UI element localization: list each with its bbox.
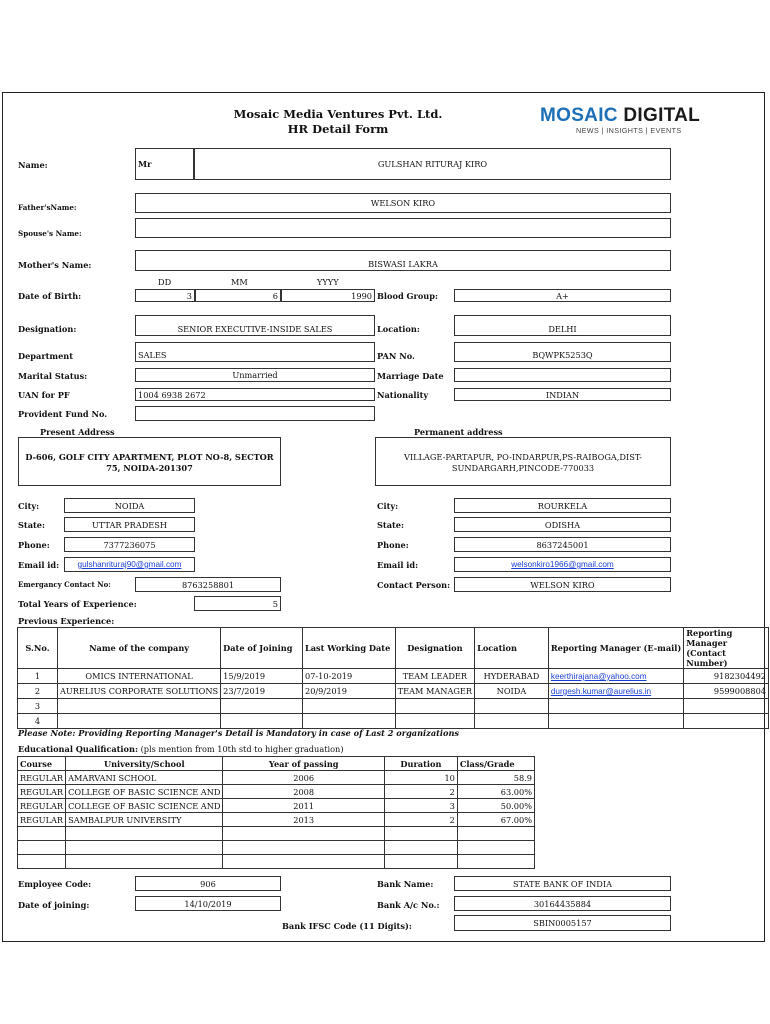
- education-cell[interactable]: [384, 841, 457, 855]
- present-phone-label: Phone:: [18, 540, 50, 550]
- experience-cell[interactable]: 9182304492: [684, 669, 769, 684]
- experience-cell[interactable]: [684, 714, 769, 729]
- education-heading-note: (pls mention from 10th std to higher graduation): [137, 744, 344, 754]
- experience-cell[interactable]: [548, 714, 683, 729]
- present-address-field[interactable]: D-606, GOLF CITY APARTMENT, PLOT NO-8, SECTOR 75, NOIDA-201307: [18, 437, 281, 486]
- exp-header-cell: Last Working Date: [302, 628, 395, 669]
- present-state-field[interactable]: UTTAR PRADESH: [64, 517, 195, 532]
- experience-cell[interactable]: 07-10-2019: [302, 669, 395, 684]
- exp-header-cell: Designation: [395, 628, 474, 669]
- education-row: [18, 827, 535, 841]
- education-cell[interactable]: 2: [384, 813, 457, 827]
- experience-row: [18, 669, 769, 684]
- marital-status-label: Marital Status:: [18, 371, 88, 381]
- present-state-label: State:: [18, 520, 46, 530]
- experience-cell[interactable]: 4: [18, 714, 58, 729]
- education-cell[interactable]: [223, 855, 385, 869]
- education-cell[interactable]: 63.00%: [457, 785, 534, 799]
- present-city-label: City:: [18, 501, 40, 511]
- education-cell[interactable]: [18, 855, 66, 869]
- present-email-field[interactable]: [64, 557, 195, 572]
- perm-email-label: Email id:: [377, 560, 419, 570]
- experience-row: [18, 714, 769, 729]
- perm-city-field[interactable]: ROURKELA: [454, 498, 671, 513]
- education-cell[interactable]: COLLEGE OF BASIC SCIENCE AND: [66, 785, 223, 799]
- education-cell[interactable]: [223, 841, 385, 855]
- experience-table: [17, 627, 769, 729]
- company-name: Mosaic Media Ventures Pvt. Ltd.: [233, 107, 443, 121]
- ifsc-field[interactable]: SBIN0005157: [454, 915, 671, 931]
- spouse-name-field[interactable]: [135, 218, 671, 238]
- perm-phone-field[interactable]: 8637245001: [454, 537, 671, 552]
- experience-cell[interactable]: [548, 699, 683, 714]
- exp-header-cell: Reporting Manager (E-mail): [548, 628, 683, 669]
- emergency-contact-field[interactable]: 8763258801: [135, 577, 281, 592]
- education-cell[interactable]: SAMBALPUR UNIVERSITY: [66, 813, 223, 827]
- employee-code-field[interactable]: 906: [135, 876, 281, 891]
- previous-experience-label: Previous Experience:: [18, 616, 115, 626]
- exp-header-cell: Name of the company: [57, 628, 220, 669]
- education-cell[interactable]: [66, 827, 223, 841]
- education-row: [18, 813, 535, 827]
- blood-group-field[interactable]: A+: [454, 289, 671, 302]
- pan-label: PAN No.: [377, 351, 415, 361]
- experience-row: [18, 684, 769, 699]
- experience-cell[interactable]: 23/7/2019: [221, 684, 303, 699]
- marriage-date-field[interactable]: [454, 368, 671, 382]
- education-cell[interactable]: REGULAR: [18, 785, 66, 799]
- education-heading: [18, 744, 344, 754]
- perm-state-label: State:: [377, 520, 405, 530]
- experience-cell[interactable]: [475, 699, 549, 714]
- contact-person-label: Contact Person:: [377, 580, 451, 590]
- bank-account-label: Bank A/c No.:: [377, 900, 440, 910]
- education-cell[interactable]: [457, 827, 534, 841]
- ifsc-label: Bank IFSC Code (11 Digits):: [282, 921, 412, 931]
- education-cell[interactable]: 2: [384, 785, 457, 799]
- pf-label: Provident Fund No.: [18, 409, 108, 419]
- company-logo: [540, 106, 700, 135]
- education-cell[interactable]: REGULAR: [18, 799, 66, 813]
- dob-year-field[interactable]: 1990: [281, 289, 375, 302]
- education-cell[interactable]: 10: [384, 771, 457, 785]
- education-cell[interactable]: 2013: [223, 813, 385, 827]
- education-cell[interactable]: 2006: [223, 771, 385, 785]
- education-cell[interactable]: [18, 841, 66, 855]
- location-label: Location:: [377, 324, 420, 334]
- education-cell[interactable]: [223, 827, 385, 841]
- form-title: HR Detail Form: [287, 122, 389, 136]
- doj-label: Date of joining:: [18, 900, 90, 910]
- nationality-label: Nationality: [377, 390, 429, 400]
- education-cell[interactable]: 2008: [223, 785, 385, 799]
- edu-header-cell: Duration: [384, 757, 457, 771]
- department-label: Department: [18, 351, 74, 361]
- bank-name-label: Bank Name:: [377, 879, 434, 889]
- experience-cell[interactable]: 3: [18, 699, 58, 714]
- education-table: [17, 756, 535, 869]
- marriage-date-label: Marriage Date: [377, 371, 444, 381]
- education-cell[interactable]: [66, 855, 223, 869]
- education-cell[interactable]: COLLEGE OF BASIC SCIENCE AND: [66, 799, 223, 813]
- marital-status-field[interactable]: Unmarried: [135, 368, 375, 382]
- edu-header-cell: Year of passing: [223, 757, 385, 771]
- experience-cell[interactable]: [302, 714, 395, 729]
- education-cell[interactable]: [384, 855, 457, 869]
- experience-cell[interactable]: TEAM MANAGER: [395, 684, 474, 699]
- bank-account-field[interactable]: 30164435884: [454, 896, 671, 911]
- dd-label: DD: [158, 277, 172, 287]
- education-cell[interactable]: 3: [384, 799, 457, 813]
- mother-label: Mother's Name:: [18, 260, 92, 270]
- experience-cell[interactable]: [57, 699, 220, 714]
- education-cell[interactable]: REGULAR: [18, 771, 66, 785]
- perm-city-label: City:: [377, 501, 399, 511]
- education-cell[interactable]: 50.00%: [457, 799, 534, 813]
- education-row: [18, 785, 535, 799]
- edu-header-cell: Course: [18, 757, 66, 771]
- permanent-address-field[interactable]: VILLAGE-PARTAPUR, PO-INDARPUR,PS-RAIBOGA,DIST-SUNDARGARH,PINCODE-770033: [375, 437, 671, 486]
- education-cell[interactable]: [384, 827, 457, 841]
- nationality-field[interactable]: INDIAN: [454, 388, 671, 401]
- education-cell[interactable]: AMARVANI SCHOOL: [66, 771, 223, 785]
- salutation-field[interactable]: Mr: [135, 148, 194, 180]
- uan-field[interactable]: 1004 6938 2672: [135, 388, 375, 401]
- exp-header-cell: Date of Joining: [221, 628, 303, 669]
- manager-note: Please Note: Providing Reporting Manager's Detail is Mandatory in case of Last 2 organizations: [18, 728, 460, 738]
- total-experience-label: Total Years of Experience:: [18, 599, 137, 609]
- experience-cell[interactable]: 9599008804: [684, 684, 769, 699]
- experience-cell[interactable]: OMICS INTERNATIONAL: [57, 669, 220, 684]
- manager-email-link[interactable]: durgesh.kumar@aurelius.in: [550, 687, 652, 696]
- uan-label: UAN for PF: [18, 390, 70, 400]
- perm-phone-label: Phone:: [377, 540, 409, 550]
- doj-field[interactable]: 14/10/2019: [135, 896, 281, 911]
- present-email-link[interactable]: gulshanrituraj90@gmail.com: [77, 560, 182, 569]
- education-cell[interactable]: 58.9: [457, 771, 534, 785]
- experience-cell[interactable]: 2: [18, 684, 58, 699]
- education-row: [18, 771, 535, 785]
- edu-header-cell: Class/Grade: [457, 757, 534, 771]
- designation-label: Designation:: [18, 324, 77, 334]
- education-cell[interactable]: [457, 841, 534, 855]
- perm-state-field[interactable]: ODISHA: [454, 517, 671, 532]
- perm-email-link[interactable]: welsonkiro1966@gmail.com: [511, 560, 614, 569]
- dob-label: Date of Birth:: [18, 291, 82, 301]
- dob-day-field[interactable]: 3: [135, 289, 195, 302]
- education-cell[interactable]: [457, 855, 534, 869]
- father-label: Father'sName:: [18, 203, 77, 212]
- emergency-contact-label: Emergancy Contact No:: [18, 580, 111, 589]
- logo-tagline: NEWS | INSIGHTS | EVENTS: [576, 126, 682, 135]
- education-heading-label: Educational Qualification:: [18, 744, 138, 754]
- education-row: [18, 841, 535, 855]
- education-cell[interactable]: [18, 827, 66, 841]
- father-name-field[interactable]: WELSON KIRO: [135, 193, 671, 213]
- blood-group-label: Blood Group:: [377, 291, 438, 301]
- experience-cell[interactable]: HYDERABAD: [475, 669, 549, 684]
- pf-field[interactable]: [135, 406, 375, 421]
- permanent-address-heading: Permanent address: [414, 427, 503, 437]
- experience-cell[interactable]: 1: [18, 669, 58, 684]
- present-address-heading: Present Address: [40, 427, 115, 437]
- edu-header-cell: University/School: [66, 757, 223, 771]
- contact-person-field[interactable]: WELSON KIRO: [454, 577, 671, 592]
- exp-header-cell: Reporting Manager (Contact Number): [684, 628, 769, 669]
- experience-cell[interactable]: NOIDA: [475, 684, 549, 699]
- experience-cell[interactable]: [221, 699, 303, 714]
- yyyy-label: YYYY: [317, 277, 339, 287]
- present-city-field[interactable]: NOIDA: [64, 498, 195, 513]
- education-cell[interactable]: 67.00%: [457, 813, 534, 827]
- total-experience-field[interactable]: 5: [194, 596, 281, 611]
- education-cell[interactable]: REGULAR: [18, 813, 66, 827]
- experience-cell[interactable]: [475, 714, 549, 729]
- present-phone-field[interactable]: 7377236075: [64, 537, 195, 552]
- manager-email-link[interactable]: keerthirajana@yahoo.com: [550, 672, 647, 681]
- experience-cell[interactable]: 20/9/2019: [302, 684, 395, 699]
- present-email-label: Email id:: [18, 560, 60, 570]
- spouse-label: Spouse's Name:: [18, 229, 82, 238]
- experience-cell[interactable]: [548, 669, 683, 684]
- pan-field[interactable]: BQWPK5253Q: [454, 342, 671, 362]
- education-row: [18, 799, 535, 813]
- name-field[interactable]: GULSHAN RITURAJ KIRO: [194, 148, 671, 180]
- exp-header-cell: Location: [475, 628, 549, 669]
- perm-email-field[interactable]: [454, 557, 671, 572]
- education-row: [18, 855, 535, 869]
- experience-cell[interactable]: [395, 699, 474, 714]
- experience-cell[interactable]: TEAM LEADER: [395, 669, 474, 684]
- logo-word-digital: DIGITAL: [623, 105, 701, 126]
- experience-cell[interactable]: AURELIUS CORPORATE SOLUTIONS: [57, 684, 220, 699]
- experience-cell[interactable]: [548, 684, 683, 699]
- department-field[interactable]: SALES: [135, 342, 375, 362]
- mm-label: MM: [231, 277, 248, 287]
- mother-name-field[interactable]: BISWASI LAKRA: [135, 250, 671, 271]
- experience-cell[interactable]: [395, 714, 474, 729]
- name-label: Name:: [18, 160, 48, 170]
- experience-cell[interactable]: [221, 714, 303, 729]
- location-field[interactable]: DELHI: [454, 315, 671, 336]
- education-cell[interactable]: [66, 841, 223, 855]
- experience-cell[interactable]: [302, 699, 395, 714]
- experience-cell[interactable]: [57, 714, 220, 729]
- designation-field[interactable]: SENIOR EXECUTIVE-INSIDE SALES: [135, 315, 375, 336]
- experience-cell[interactable]: 15/9/2019: [221, 669, 303, 684]
- experience-cell[interactable]: [684, 699, 769, 714]
- employee-code-label: Employee Code:: [18, 879, 92, 889]
- dob-month-field[interactable]: 6: [195, 289, 281, 302]
- logo-word-mosaic: MOSAIC: [540, 105, 618, 126]
- bank-name-field[interactable]: STATE BANK OF INDIA: [454, 876, 671, 891]
- experience-row: [18, 699, 769, 714]
- exp-header-cell: S.No.: [18, 628, 58, 669]
- education-cell[interactable]: 2011: [223, 799, 385, 813]
